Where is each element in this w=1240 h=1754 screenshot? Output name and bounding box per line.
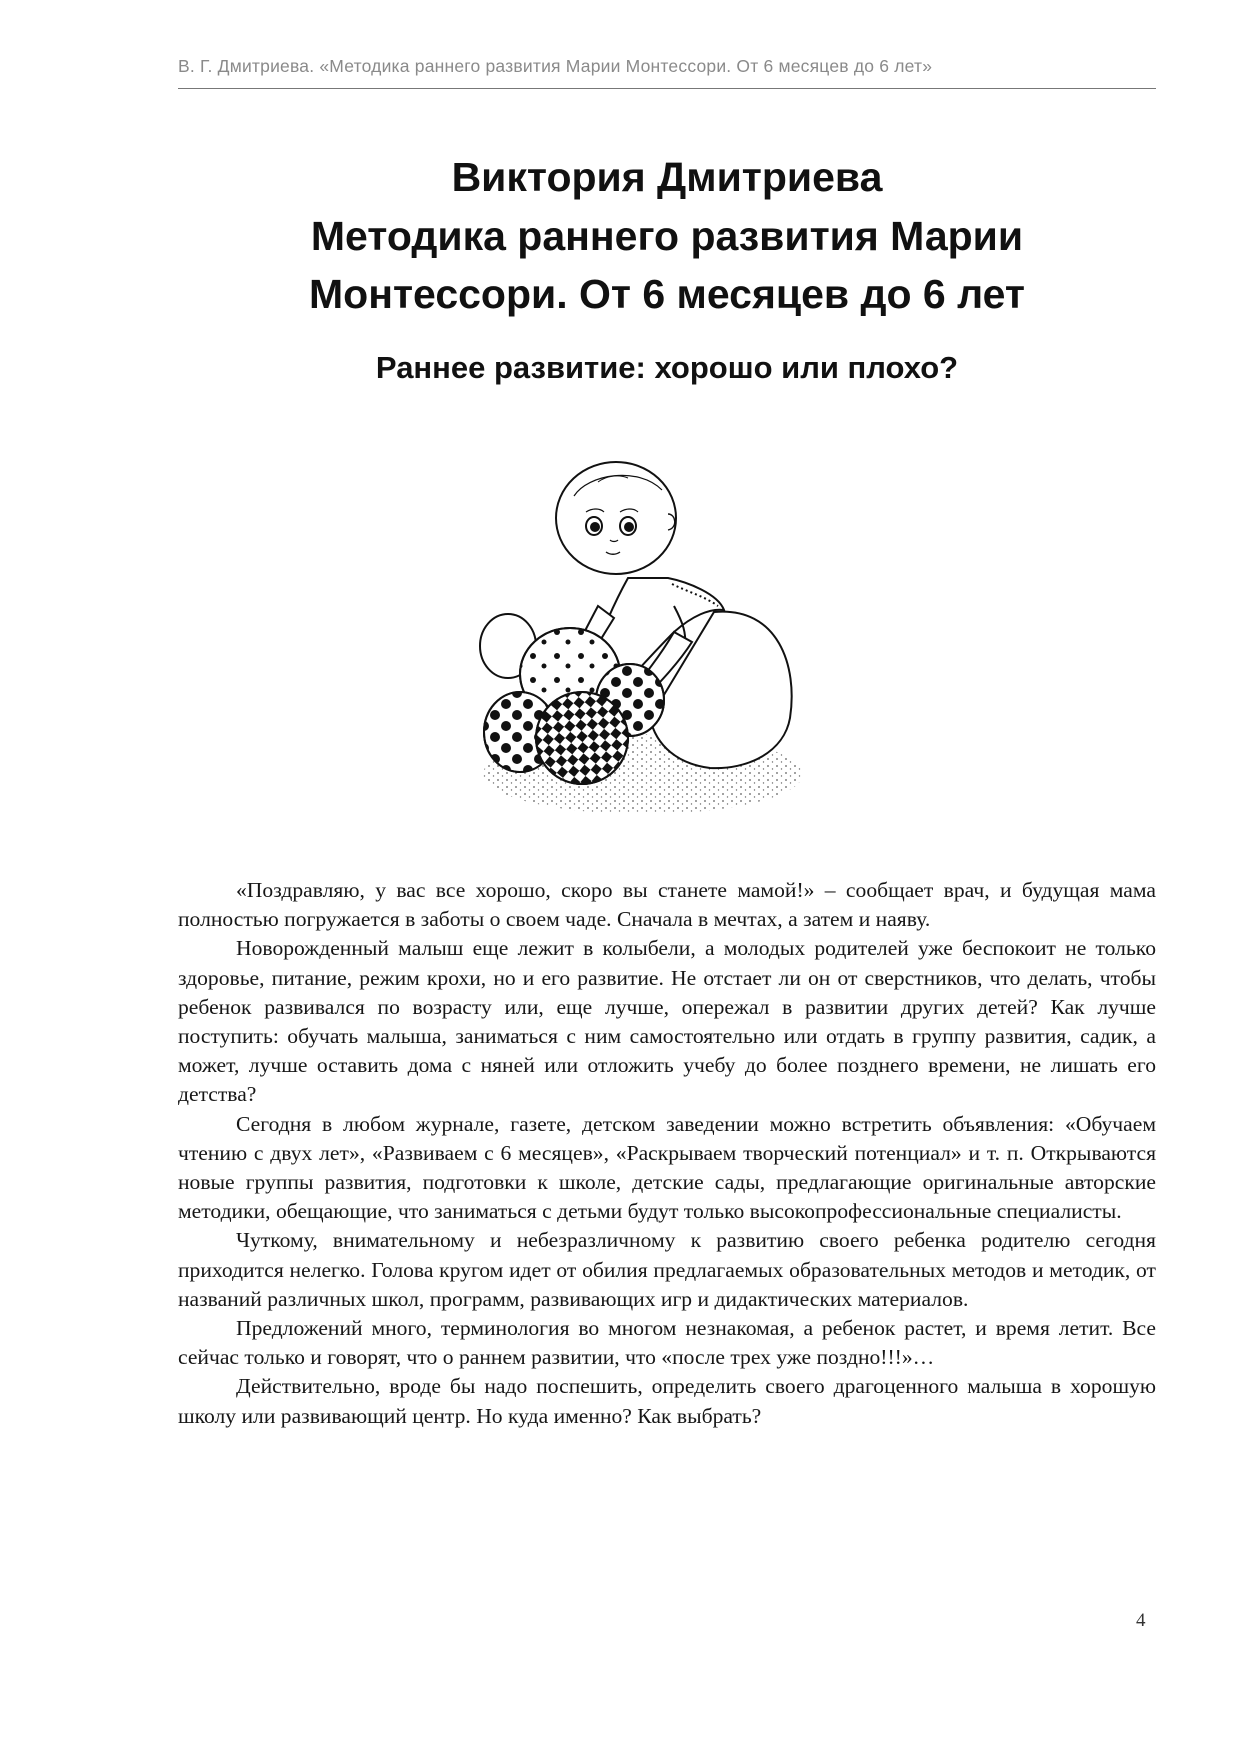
running-header: В. Г. Дмитриева. «Методика раннего развития Марии Монтессори. От 6 месяцев до 6 лет»	[178, 56, 933, 76]
book-title	[178, 148, 1156, 324]
book-title-line-2: Методика раннего развития Марии	[310, 212, 1024, 259]
paragraph: Предложений много, терминология во многом незнакомая, а ребенок растет, и время летит. Все сейчас только и говорят, что о раннем развитии, что «после трех уже поздно!!!»…	[178, 1316, 1156, 1370]
baby-with-balls-illustration	[478, 456, 808, 828]
header-divider	[178, 88, 1156, 89]
paragraph: Новорожденный малыш еще лежит в колыбели, а молодых родителей уже беспокоит не только здоровье, питание, режим крохи, но и его развитие. Не отстает ли он от сверстников, что делать, чтобы ребенок развивался по возрасту или, еще лучше, опережал в развитии других детей? Как лучше поступить: обучать малыша, заниматься с ним самостоятельно или отдать в группу развития, садик, а может, лучше оставить дома с няней или отложить учебу до более позднего времени, не лишать его детства?	[178, 936, 1156, 1107]
book-title-line-3: Монтессори. От 6 месяцев до 6 лет	[309, 271, 1025, 318]
page-number: 4	[1136, 1610, 1146, 1631]
book-title-author: Виктория Дмитриева	[451, 154, 883, 200]
body-text	[178, 876, 1156, 1431]
section-title: Раннее развитие: хорошо или плохо?	[375, 350, 959, 385]
paragraph: «Поздравляю, у вас все хорошо, скоро вы станете мамой!» – сообщает врач, и будущая мама полностью погружается в заботы о своем чаде. Сначала в мечтах, а затем и наяву.	[178, 878, 1156, 932]
paragraph: Сегодня в любом журнале, газете, детском заведении можно встретить объявления: «Обучаем чтению с двух лет», «Развиваем с 6 месяцев», «Раскрываем творческий потенциал» и т. п. Открываются новые группы развития, подготовки к школе, детские сады, предлагающие оригинальные авторские методики, обещающие, что заниматься с детьми будут только высокопрофессиональные специалисты.	[178, 1111, 1156, 1224]
paragraph: Чуткому, внимательному и небезразличному к развитию своего ребенка родителю сегодня приходится нелегко. Голова кругом идет от обилия предлагаемых образовательных методов и методик, от названий различных школ, программ, развивающих игр и дидактических материалов.	[178, 1228, 1156, 1311]
paragraph: Действительно, вроде бы надо поспешить, определить своего драгоценного малыша в хорошую школу или развивающий центр. Но куда именно? Как выбрать?	[178, 1374, 1156, 1428]
